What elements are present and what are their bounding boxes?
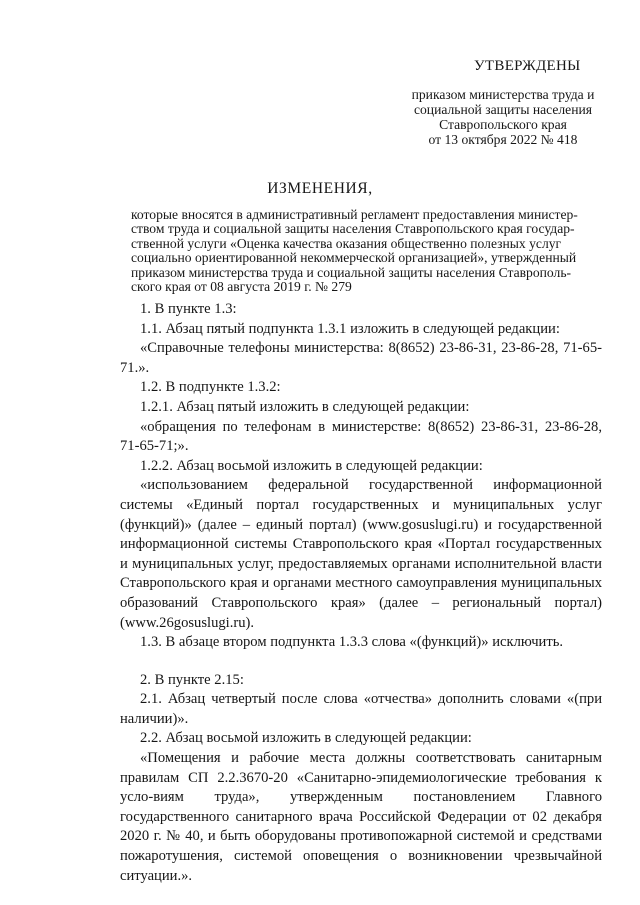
paragraph-1-1: 1.1. Абзац пятый подпункта 1.3.1 изложить в следующей редакции: <box>140 320 560 337</box>
intro-line: ственной услуги «Оценка качества оказания общественно полезных услуг <box>131 235 562 251</box>
intro-line: ством труда и социальной защиты населения Ставропольского края государ- <box>131 221 575 237</box>
stamp-line: приказом министерства труда и <box>411 87 595 102</box>
document-body <box>120 300 602 886</box>
intro-line: социально ориентированной некоммерческой организацией», утвержденный <box>131 250 577 266</box>
paragraph-2-2: 2.2. Абзац восьмой изложить в следующей редакции: <box>140 730 472 747</box>
paragraph-portal: «использованием федеральной государственной информационной системы «Единый портал государственных и муниципальных услуг (функций)» (далее – единый портал) (www.gosuslugi.ru) и государственной информационной системы Ставропольского края «Портал государственных и муниципальных услуг, предоставляемых органами исполнительной власти Ставропольского края и органами местного самоуправления муниципальных образований Ставропольского края» (далее – региональный портал) (www.26gosuslugi.ru). <box>120 477 602 631</box>
paragraph-2-1: 2.1. Абзац четвертый после слова «отчества» дополнить словами «(при наличии)». <box>120 691 602 727</box>
intro-line: ского края от 08 августа 2019 г. № 279 <box>131 279 352 295</box>
approval-stamp <box>398 87 608 147</box>
document-intro <box>131 208 601 294</box>
approval-heading: УТВЕРЖДЕНЫ <box>474 58 581 74</box>
paragraph-phones: «Справочные телефоны министерства: 8(8652) 23-86-31, 23-86-28, 71-65-71.». <box>120 340 602 376</box>
paragraph-1-3: 1.3. В абзаце втором подпункта 1.3.3 слова «(функций)» исключить. <box>140 634 564 651</box>
paragraph-1-2-1: 1.2.1. Абзац пятый изложить в следующей редакции: <box>140 398 470 415</box>
paragraph-1-2: 1.2. В подпункте 1.3.2: <box>140 379 281 396</box>
paragraph-phones-2: «обращения по телефонам в министерстве: 8(8652) 23-86-31, 23-86-28, 71-65-71;». <box>120 418 602 455</box>
paragraph-2: 2. В пункте 2.15: <box>140 671 244 688</box>
stamp-line: от 13 октября 2022 № 418 <box>428 132 578 147</box>
stamp-line: социальной защиты населения <box>413 102 593 117</box>
paragraph-1-2-2: 1.2.2. Абзац восьмой изложить в следующей редакции: <box>140 457 483 474</box>
paragraph-1: 1. В пункте 1.3: <box>140 301 237 317</box>
paragraph-premises: «Помещения и рабочие места должны соответствовать санитарным правилам СП 2.2.3670-20 «Санитарно-эпидемиологические требования к усло-виям труда», утвержденным постановлением Главного государственного санитарного врача Российской Федерации от 02 декабря 2020 г. № 40, и быть оборудованы противопожарной системой и средствами пожаротушения, системой оповещения о возникновении чрезвычайной ситуации.». <box>120 750 602 884</box>
document-title: ИЗМЕНЕНИЯ, <box>267 180 373 197</box>
stamp-line: Ставропольского края <box>439 117 567 132</box>
intro-line: которые вносятся в административный регламент предоставления министер- <box>131 207 578 222</box>
intro-line: приказом министерства труда и социальной защиты населения Ставрополь- <box>131 264 572 280</box>
